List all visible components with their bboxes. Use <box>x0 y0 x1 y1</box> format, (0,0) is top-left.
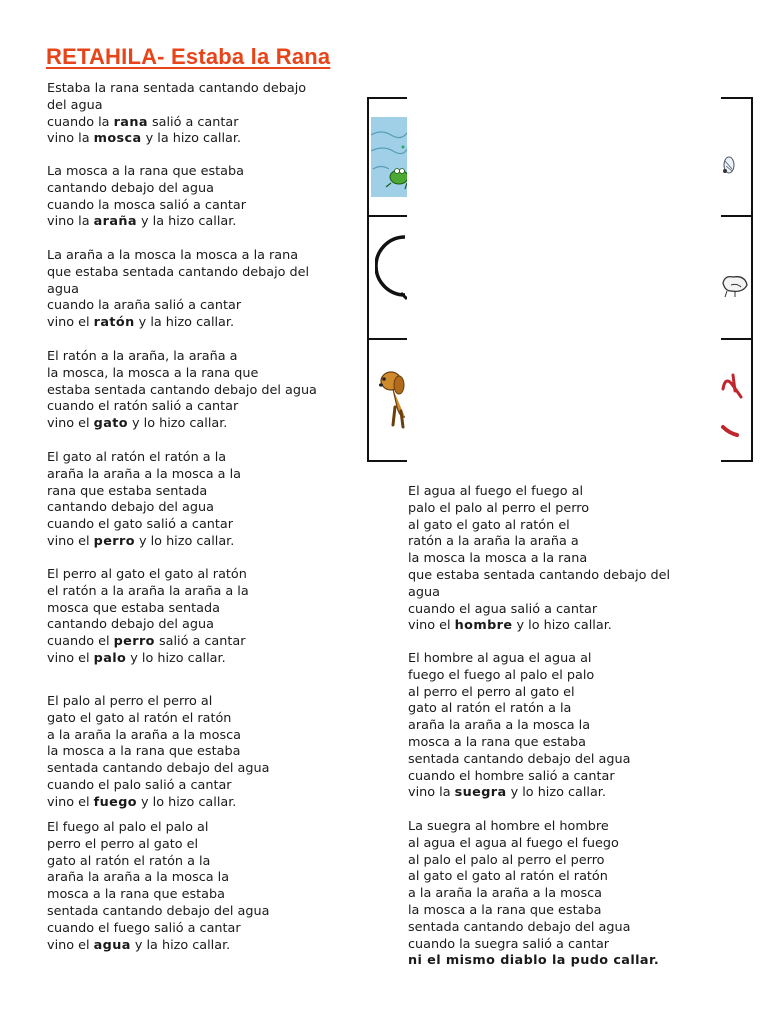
line-text: La mosca a la rana que estaba <box>47 164 244 179</box>
highlighted-word: fuego <box>93 794 137 810</box>
line-text: sentada cantando debajo del agua <box>408 919 631 935</box>
poem-line <box>47 820 347 837</box>
line-text: agua <box>408 584 440 600</box>
line-text: y lo hizo callar. <box>512 618 612 634</box>
line-text: cuando la mosca salió a cantar <box>47 197 247 213</box>
poem-line <box>47 265 347 282</box>
line-text: cuando el <box>47 634 114 650</box>
line-text: cuando el ratón salió a cantar <box>47 399 239 415</box>
line-text: la mosca, la mosca a la rana que <box>47 365 259 381</box>
line-text: cuando el hombre salió a cantar <box>408 768 615 784</box>
poem-line <box>408 585 738 602</box>
line-text: Estaba la rana sentada cantando debajo <box>47 81 307 96</box>
stanza <box>408 484 738 635</box>
line-text: estaba sentada cantando debajo del agua <box>47 382 317 398</box>
line-text: vino el <box>47 533 94 549</box>
highlighted-word: gato <box>93 416 128 432</box>
line-text: mosca a la rana que estaba <box>408 734 586 750</box>
grid-line <box>367 97 369 462</box>
poem-line <box>47 484 347 501</box>
line-text: sentada cantando debajo del agua <box>47 903 270 919</box>
line-text: gato al ratón el ratón a la <box>408 701 572 717</box>
line-text: vino el <box>47 794 94 810</box>
line-text: vino el <box>47 937 94 953</box>
line-text: cuando el palo salió a cantar <box>47 777 232 793</box>
poem-line <box>47 651 347 668</box>
poem-line <box>408 534 738 551</box>
stanza <box>47 567 347 668</box>
line-text: vino el <box>47 416 94 432</box>
line-text: El agua al fuego el fuego al <box>408 484 584 499</box>
dog-icon <box>375 367 407 433</box>
line-text: mosca a la rana que estaba <box>47 887 225 903</box>
poem-line <box>47 198 347 215</box>
poem-line <box>408 903 738 920</box>
poem-line <box>47 744 347 761</box>
poem-line <box>408 668 738 685</box>
grid-line <box>721 97 753 99</box>
line-text: rana que estaba sentada <box>47 483 208 499</box>
line-text: fuego el fuego al palo el palo <box>408 667 595 683</box>
line-text: El palo al perro el perro al <box>47 694 213 709</box>
line-text: y lo hizo callar. <box>134 533 235 549</box>
line-text: vino la <box>47 131 94 147</box>
line-text: cuando la suegra salió a cantar <box>408 936 610 952</box>
line-text: sentada cantando debajo del agua <box>47 761 270 777</box>
line-text: que estaba sentada cantando debajo del <box>408 567 671 583</box>
line-text: araña la araña a la mosca la <box>408 718 591 734</box>
poem-line <box>408 618 738 635</box>
poem-line <box>47 534 347 551</box>
poem-line <box>47 383 347 400</box>
poem-line <box>47 517 347 534</box>
spider-icon <box>375 233 407 305</box>
grid-line <box>751 97 753 462</box>
mouse-icon <box>721 269 749 299</box>
stanza <box>47 81 347 148</box>
poem-line <box>408 819 738 836</box>
poem-line <box>408 836 738 853</box>
line-text: cantando debajo del agua <box>47 500 214 516</box>
poem-line <box>408 886 738 903</box>
highlighted-word: araña <box>93 214 137 230</box>
line-text: vino el <box>47 650 94 666</box>
highlighted-word: rana <box>113 114 148 130</box>
line-text: y la hizo callar. <box>134 315 235 331</box>
grid-line <box>721 460 753 462</box>
poem-line <box>47 711 347 728</box>
line-text: La araña a la mosca la mosca a la rana <box>47 248 299 263</box>
highlighted-word: mosca <box>93 131 142 147</box>
poem-line <box>47 617 347 634</box>
line-text: cuando el agua salió a cantar <box>408 601 598 617</box>
line-text: que estaba sentada cantando debajo del <box>47 264 310 280</box>
line-text: mosca que estaba sentada <box>47 600 220 616</box>
poem-line <box>47 634 347 651</box>
poem-line <box>47 854 347 871</box>
line-text: cuando el gato salió a cantar <box>47 517 234 533</box>
stanza <box>47 694 347 812</box>
poem-line <box>47 181 347 198</box>
illustration-blank-area <box>407 97 721 463</box>
poem-line <box>408 769 738 786</box>
poem-line <box>47 938 347 955</box>
line-text: y lo hizo callar. <box>127 416 228 432</box>
poem-line <box>47 81 347 98</box>
poem-line <box>408 518 738 535</box>
highlighted-word: perro <box>113 634 155 650</box>
line-text: y lo hizo callar. <box>126 650 226 666</box>
poem-line <box>47 761 347 778</box>
line-text: a la araña la araña a la mosca <box>47 727 241 743</box>
line-text: la mosca a la rana que estaba <box>47 744 241 760</box>
line-text: El fuego al palo el palo al <box>47 820 209 835</box>
stanza <box>47 450 347 551</box>
illustration-grid <box>367 97 753 461</box>
poem-line <box>408 718 738 735</box>
stick-icon <box>719 369 745 445</box>
line-text: y lo hizo callar. <box>506 785 606 801</box>
poem-line <box>47 450 347 467</box>
line-text: salió a cantar <box>147 114 239 130</box>
highlighted-word: ni el mismo diablo la pudo callar. <box>408 953 660 969</box>
stanza <box>408 651 738 802</box>
stanza <box>47 164 347 231</box>
poem-line <box>47 887 347 904</box>
line-text: El ratón a la araña, la araña a <box>47 349 238 364</box>
stanza <box>408 819 738 970</box>
line-text: al palo el palo al perro el perro <box>408 852 605 868</box>
line-text: araña la araña a la mosca la <box>47 870 230 886</box>
line-text: vino la <box>408 785 455 801</box>
poem-line <box>408 785 738 802</box>
poem-line <box>47 131 347 148</box>
poem-line <box>408 953 738 970</box>
poem-line <box>47 921 347 938</box>
poem-line <box>47 298 347 315</box>
poem-line <box>408 920 738 937</box>
line-text: gato el gato al ratón el ratón <box>47 710 232 726</box>
grid-line <box>367 215 407 217</box>
stanza <box>47 820 347 954</box>
poem-line <box>47 778 347 795</box>
poem-line <box>47 399 347 416</box>
line-text: cantando debajo del agua <box>47 617 214 633</box>
line-text: y lo hizo callar. <box>136 794 237 810</box>
poem-line <box>408 551 738 568</box>
line-text: salió a cantar <box>154 634 246 650</box>
poem-line <box>408 501 738 518</box>
line-text: y la hizo callar. <box>136 214 237 230</box>
poem-line <box>47 500 347 517</box>
line-text: agua <box>47 281 79 297</box>
poem-line <box>408 853 738 870</box>
page-title: RETAHILA- Estaba la Rana <box>46 44 331 69</box>
line-text: El hombre al agua el agua al <box>408 651 592 666</box>
poem-line <box>47 467 347 484</box>
line-text: y la hizo callar. <box>130 937 231 953</box>
fly-icon <box>721 149 741 179</box>
poem-line <box>408 701 738 718</box>
poem-line <box>408 937 738 954</box>
line-text: vino el <box>47 315 94 331</box>
line-text: al gato el gato al ratón el <box>408 517 570 533</box>
line-text: sentada cantando debajo del agua <box>408 751 631 767</box>
line-text: araña la araña a la mosca a la <box>47 466 241 482</box>
poem-line <box>408 869 738 886</box>
stanza <box>47 248 347 332</box>
highlighted-word: hombre <box>454 618 513 634</box>
poem-line <box>408 602 738 619</box>
grid-line <box>367 460 407 462</box>
line-text: el ratón a la araña la araña a la <box>47 583 249 599</box>
poem-line <box>47 115 347 132</box>
poem-line <box>47 567 347 584</box>
poem-line <box>47 98 347 115</box>
highlighted-word: suegra <box>454 785 507 801</box>
poem-line <box>408 651 738 668</box>
highlighted-word: agua <box>93 937 131 953</box>
grid-line <box>721 215 753 217</box>
poem-line <box>408 484 738 501</box>
poem-line <box>47 584 347 601</box>
poem-line <box>47 837 347 854</box>
poem-line <box>47 366 347 383</box>
line-text: al perro el perro al gato el <box>408 684 575 700</box>
highlighted-word: ratón <box>93 315 135 331</box>
poem-line <box>47 214 347 231</box>
poem-line <box>47 904 347 921</box>
line-text: El gato al ratón el ratón a la <box>47 450 227 465</box>
poem-line <box>408 685 738 702</box>
line-text: ratón a la araña la araña a <box>408 534 579 550</box>
poem-line <box>47 728 347 745</box>
line-text: cuando la <box>47 114 114 130</box>
line-text: del agua <box>47 97 103 113</box>
line-text: palo el palo al perro el perro <box>408 500 590 516</box>
line-text: perro el perro al gato el <box>47 836 199 852</box>
grid-line <box>367 97 407 99</box>
line-text: vino la <box>47 214 94 230</box>
poem-line <box>47 870 347 887</box>
highlighted-word: perro <box>93 533 135 549</box>
poem-line <box>47 416 347 433</box>
line-text: vino el <box>408 618 455 634</box>
poem-line <box>47 248 347 265</box>
poem-line <box>47 349 347 366</box>
line-text: cantando debajo del agua <box>47 180 214 196</box>
line-text: la mosca la mosca a la rana <box>408 551 588 567</box>
grid-line <box>721 338 753 340</box>
poem-line <box>47 694 347 711</box>
line-text: gato al ratón el ratón a la <box>47 853 211 869</box>
stanza <box>47 349 347 433</box>
poem-line <box>408 752 738 769</box>
line-text: la mosca a la rana que estaba <box>408 902 602 918</box>
poem-line <box>408 568 738 585</box>
line-text: cuando la araña salió a cantar <box>47 298 242 314</box>
poem-line <box>408 735 738 752</box>
line-text: y la hizo callar. <box>141 131 242 147</box>
poem-line <box>47 601 347 618</box>
line-text: La suegra al hombre el hombre <box>408 819 609 834</box>
line-text: cuando el fuego salió a cantar <box>47 920 241 936</box>
line-text: al agua el agua al fuego el fuego <box>408 835 619 851</box>
line-text: a la araña la araña a la mosca <box>408 886 602 902</box>
line-text: El perro al gato el gato al ratón <box>47 567 247 582</box>
poem-line <box>47 315 347 332</box>
line-text: al gato el gato al ratón el ratón <box>408 869 608 885</box>
poem-line <box>47 282 347 299</box>
poem-line <box>47 795 347 812</box>
frog-in-water-icon <box>371 117 407 197</box>
grid-line <box>367 338 407 340</box>
poem-line <box>47 164 347 181</box>
highlighted-word: palo <box>93 650 127 666</box>
